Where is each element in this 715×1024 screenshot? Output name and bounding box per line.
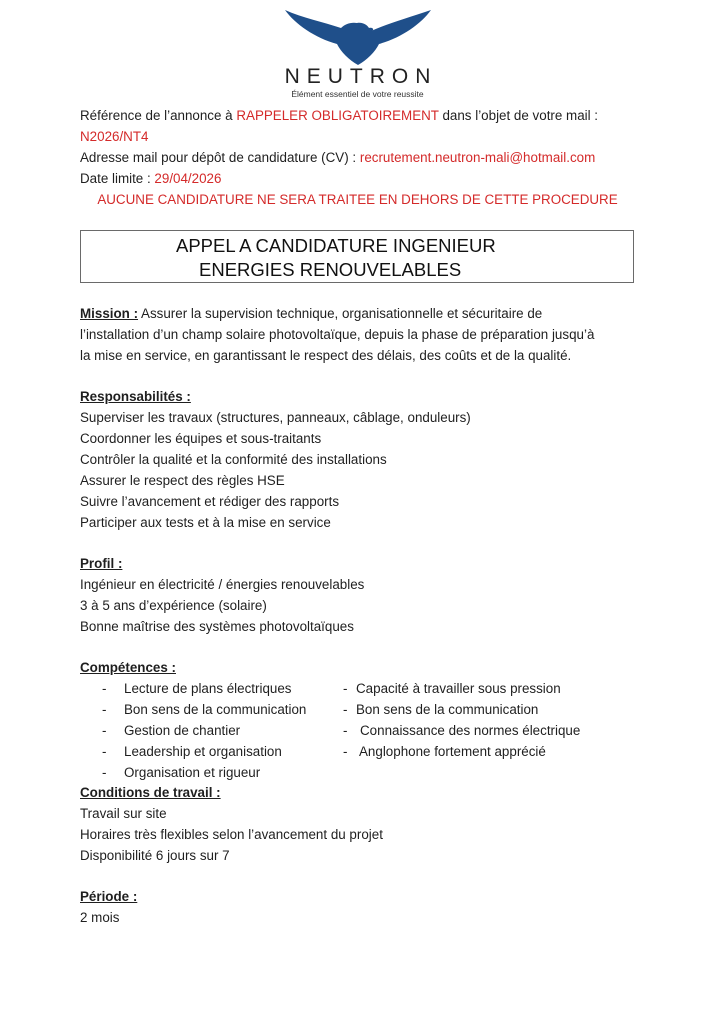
- bullet-dash: -: [343, 702, 348, 717]
- competence-item-left: Bon sens de la communication: [124, 702, 307, 717]
- email-line: [80, 150, 595, 166]
- procedure-warning: AUCUNE CANDIDATURE NE SERA TRAITEE EN DEHORS DE CETTE PROCEDURE: [97, 192, 618, 207]
- competence-item-right: Bon sens de la communication: [356, 702, 539, 717]
- responsabilite-item: Superviser les travaux (structures, panneaux, câblage, onduleurs): [80, 410, 471, 425]
- conditions-heading: Conditions de travail :: [80, 785, 221, 800]
- responsabilite-item: Contrôler la qualité et la conformité des installations: [80, 452, 387, 467]
- mission-line-3: la mise en service, en garantissant le respect des délais, des coûts et de la qualité.: [80, 348, 572, 363]
- title-line-2: ENERGIES RENOUVELABLES: [199, 259, 462, 280]
- competence-item-right: Capacité à travailler sous pression: [356, 681, 561, 696]
- bullet-dash: -: [102, 723, 107, 738]
- profil-heading: Profil :: [80, 556, 123, 571]
- bullet-dash: -: [343, 744, 348, 759]
- competence-item-right: Connaissance des normes électrique: [360, 723, 581, 738]
- mission-text-1: Assurer la supervision technique, organisationnelle et sécuritaire de: [138, 306, 543, 321]
- reference-suffix: dans l’objet de votre mail :: [438, 108, 599, 123]
- responsabilite-item: Coordonner les équipes et sous-traitants: [80, 431, 322, 446]
- bullet-dash: -: [102, 765, 107, 780]
- responsabilite-item: Suivre l’avancement et rédiger des rapports: [80, 494, 340, 509]
- mission-heading: Mission :: [80, 306, 139, 321]
- profil-item: Bonne maîtrise des systèmes photovoltaïques: [80, 619, 354, 634]
- bullet-dash: -: [102, 702, 107, 717]
- brand-name: NEUTRON: [284, 65, 438, 88]
- eagle-icon: [283, 8, 433, 66]
- deadline-value: 29/04/2026: [154, 171, 222, 186]
- bullet-dash: -: [343, 723, 348, 738]
- reference-code: N2026/NT4: [80, 129, 149, 144]
- competence-item-right: Anglophone fortement apprécié: [359, 744, 546, 759]
- company-logo: [0, 8, 715, 99]
- reference-line: [80, 108, 598, 124]
- deadline-line: [80, 171, 221, 187]
- competence-item-left: Leadership et organisation: [124, 744, 282, 759]
- responsabilite-item: Participer aux tests et à la mise en service: [80, 515, 331, 530]
- bullet-dash: -: [102, 744, 107, 759]
- competence-item-left: Organisation et rigueur: [124, 765, 261, 780]
- periode-value: 2 mois: [80, 910, 120, 925]
- mission-line-2: l’installation d’un champ solaire photovoltaïque, depuis la phase de préparation jusqu’à: [80, 327, 595, 342]
- title-line-1: APPEL A CANDIDATURE INGENIEUR: [176, 235, 496, 256]
- bullet-dash: -: [343, 681, 348, 696]
- profil-item: Ingénieur en électricité / énergies renouvelables: [80, 577, 365, 592]
- bullet-dash: -: [102, 681, 107, 696]
- reference-emphasis: RAPPELER OBLIGATOIREMENT: [236, 108, 439, 123]
- periode-heading: Période :: [80, 889, 138, 904]
- title-box: [80, 230, 634, 283]
- responsabilite-item: Assurer le respect des règles HSE: [80, 473, 285, 488]
- mission-line-1: [80, 306, 542, 322]
- responsabilites-heading: Responsabilités :: [80, 389, 191, 404]
- profil-item: 3 à 5 ans d’expérience (solaire): [80, 598, 267, 613]
- email-link[interactable]: recrutement.neutron-mali@hotmail.com: [359, 150, 596, 165]
- condition-item: Horaires très flexibles selon l’avancement du projet: [80, 827, 383, 842]
- email-label: Adresse mail pour dépôt de candidature (CV) :: [80, 150, 360, 165]
- deadline-label: Date limite :: [80, 171, 155, 186]
- condition-item: Travail sur site: [80, 806, 167, 821]
- competence-item-left: Gestion de chantier: [124, 723, 241, 738]
- brand-tagline: Élément essentiel de votre reussite: [291, 89, 424, 99]
- reference-prefix: Référence de l’annonce à: [80, 108, 237, 123]
- condition-item: Disponibilité 6 jours sur 7: [80, 848, 230, 863]
- competences-heading: Compétences :: [80, 660, 176, 675]
- competence-item-left: Lecture de plans électriques: [124, 681, 292, 696]
